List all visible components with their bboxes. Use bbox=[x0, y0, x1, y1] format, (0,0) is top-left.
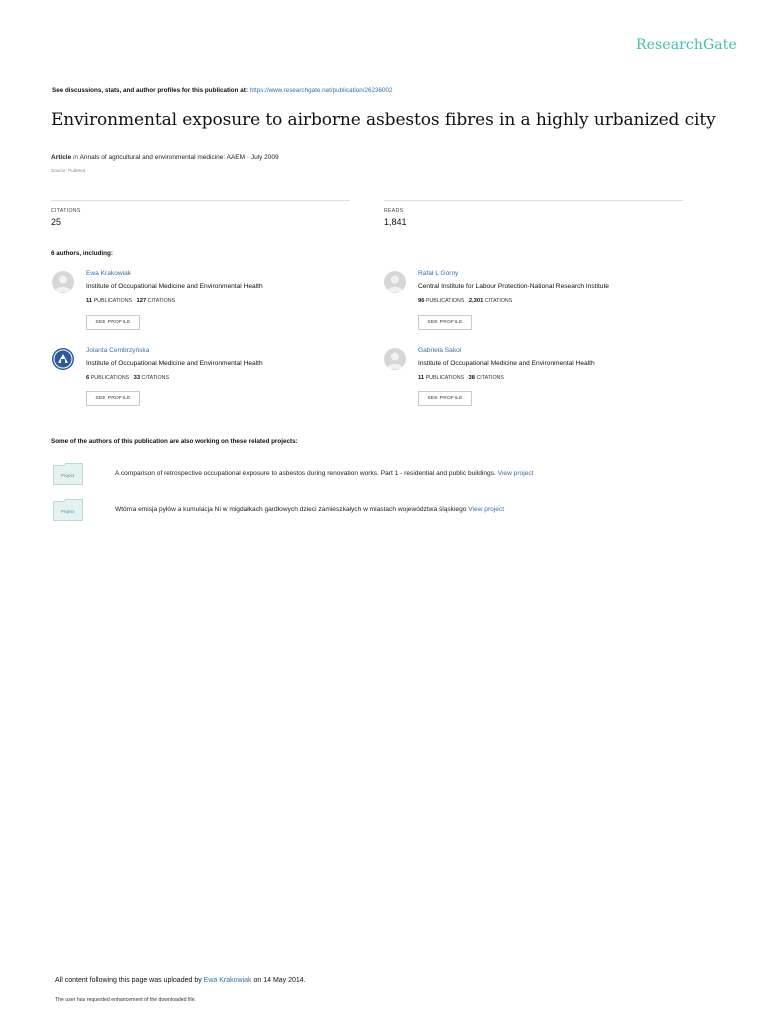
author-institution: Institute of Occupational Medicine and Environmental Health bbox=[418, 360, 595, 367]
avatar-placeholder-icon[interactable] bbox=[52, 271, 74, 293]
discussion-line bbox=[52, 87, 393, 94]
project-icon-label: Project bbox=[61, 509, 75, 514]
see-profile-button[interactable]: SEE PROFILE bbox=[418, 315, 472, 330]
page-title: Environmental exposure to airborne asbestos fibres in a highly urbanized city bbox=[51, 110, 716, 130]
upload-prefix: All content following this page was uploaded by bbox=[55, 977, 202, 984]
projects-heading: Some of the authors of this publication are also working on these related projects: bbox=[51, 438, 298, 445]
see-profile-button[interactable]: SEE PROFILE bbox=[418, 391, 472, 406]
project-folder-icon[interactable] bbox=[53, 499, 83, 521]
see-profile-button[interactable]: SEE PROFILE bbox=[86, 315, 140, 330]
publications-label: PUBLICATIONS bbox=[93, 298, 133, 304]
publications-label: PUBLICATIONS bbox=[425, 298, 465, 304]
citations-label: CITATIONS bbox=[476, 375, 504, 381]
citation-count: 127 bbox=[136, 298, 147, 304]
publication-url-link[interactable]: https://www.researchgate.net/publication/26236002 bbox=[249, 87, 393, 94]
publications-label: PUBLICATIONS bbox=[90, 375, 130, 381]
publication-count: 6 bbox=[86, 375, 90, 381]
author-stats bbox=[86, 298, 175, 304]
citation-count: 2,301 bbox=[468, 298, 484, 304]
author-name-link[interactable]: Ewa Krakowiak bbox=[86, 270, 132, 277]
project-text bbox=[115, 470, 533, 477]
reads-label: READS bbox=[384, 208, 404, 214]
author-institution: Central Institute for Labour Protection-National Research Institute bbox=[418, 283, 609, 290]
view-project-link[interactable]: View project bbox=[497, 470, 534, 477]
project-icon-label: Project bbox=[61, 473, 75, 478]
citation-count: 38 bbox=[468, 375, 475, 381]
citations-divider bbox=[51, 200, 350, 201]
author-stats bbox=[86, 375, 169, 381]
author-stats bbox=[418, 375, 504, 381]
upload-date: on 14 May 2014. bbox=[253, 977, 306, 984]
source-label: Source: PubMed bbox=[51, 168, 86, 173]
author-institution: Institute of Occupational Medicine and Environmental Health bbox=[86, 283, 263, 290]
publication-count: 11 bbox=[418, 375, 425, 381]
institution-logo-icon[interactable] bbox=[52, 348, 74, 370]
uploader-link[interactable]: Ewa Krakowiak bbox=[203, 977, 252, 984]
discussion-prefix: See discussions, stats, and author profiles for this publication at: bbox=[52, 87, 248, 94]
in-label: in bbox=[73, 154, 79, 161]
see-profile-button[interactable]: SEE PROFILE bbox=[86, 391, 140, 406]
citations-label: CITATIONS bbox=[141, 375, 170, 381]
publication-meta bbox=[51, 154, 279, 161]
publications-label: PUBLICATIONS bbox=[425, 375, 465, 381]
researchgate-logo[interactable]: ResearchGate bbox=[636, 37, 737, 53]
citations-value: 25 bbox=[51, 217, 62, 227]
project-text bbox=[115, 506, 504, 513]
citations-label: CITATIONS bbox=[147, 298, 176, 304]
author-institution: Institute of Occupational Medicine and Environmental Health bbox=[86, 360, 263, 367]
citations-label: CITATIONS bbox=[51, 208, 81, 214]
project-folder-icon[interactable] bbox=[53, 463, 83, 485]
publication-type: Article bbox=[51, 154, 72, 161]
authors-heading: 6 authors, including: bbox=[51, 250, 113, 257]
publication-count: 96 bbox=[418, 298, 425, 304]
citations-label: CITATIONS bbox=[484, 298, 513, 304]
project-title: A comparison of retrospective occupational exposure to asbestos during renovation works. Part 1 - residential and public buildings. bbox=[115, 470, 496, 477]
view-project-link[interactable]: View project bbox=[468, 506, 505, 513]
author-name-link[interactable]: Rafał L Górny bbox=[418, 270, 459, 277]
author-stats bbox=[418, 298, 512, 304]
enhancement-note: The user has requested enhancement of the downloaded file. bbox=[55, 997, 197, 1003]
reads-divider bbox=[384, 200, 683, 201]
author-name-link[interactable]: Jolanta Cembrzyńska bbox=[86, 347, 150, 354]
journal-name: Annals of agricultural and environmental medicine: AAEM · July 2009 bbox=[79, 154, 279, 161]
publication-count: 11 bbox=[86, 298, 93, 304]
avatar-placeholder-icon[interactable] bbox=[384, 271, 406, 293]
citation-count: 33 bbox=[133, 375, 141, 381]
project-title: Wtórna emisja pyłów a kumulacja Ni w migdałkach gardłowych dzieci zamieszkałych w miastach województwa śląskiego bbox=[115, 506, 467, 513]
upload-notice bbox=[55, 977, 306, 984]
author-name-link[interactable]: Gabriela Sakol bbox=[418, 347, 462, 354]
avatar-placeholder-icon[interactable] bbox=[384, 348, 406, 370]
reads-value: 1,841 bbox=[384, 217, 407, 227]
